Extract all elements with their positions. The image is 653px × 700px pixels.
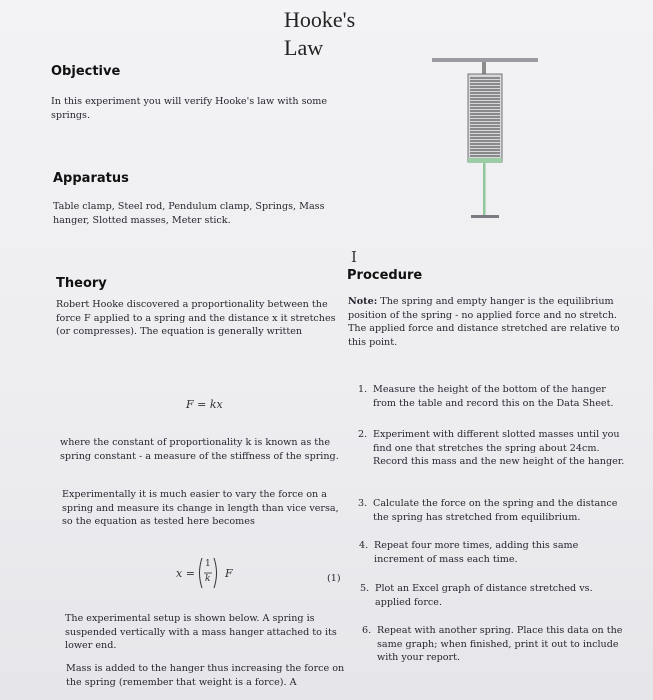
procedure-step	[358, 383, 628, 410]
procedure-note-text: The spring and empty hanger is the equilibrium position of the spring - no applied force and no stretch. The applied force and distance stretched are relative to this point.	[348, 296, 620, 348]
theory-paragraph-4: The experimental setup is shown below. A spring is suspended vertically with a mass hanger attached to its lower end.	[65, 613, 337, 652]
procedure-step-text: Calculate the force on the spring and the distance the spring has stretched from equilibrium.	[373, 498, 618, 523]
procedure-note	[348, 295, 626, 349]
procedure-step-text: Repeat four more times, adding this same increment of mass each time.	[374, 540, 579, 565]
procedure-step-text: Repeat with another spring. Place this data on the same graph; when finished, print it out to include with your report.	[377, 625, 623, 664]
equation-1-denominator: k	[205, 574, 211, 584]
equation-hooke: F = kx	[186, 398, 223, 411]
text-cursor-icon: I	[351, 248, 357, 266]
page-title-line1: Hooke's	[284, 7, 356, 32]
procedure-step-number: 1.	[358, 384, 368, 395]
equation-1-label: (1)	[327, 573, 341, 584]
theory-paragraph-2: where the constant of proportionality k is known as the spring constant - a measure of the stiffness of the spring.	[60, 437, 339, 462]
objective-heading: Objective	[51, 64, 121, 79]
procedure-step-text: Measure the height of the bottom of the hanger from the table and record this on the Data Sheet.	[373, 384, 614, 409]
theory-paragraph-3: Experimentally it is much easier to vary the force on a spring and measure its change in length than vice versa, so the equation as tested here becomes	[62, 489, 339, 528]
procedure-step-number: 4.	[359, 540, 369, 551]
procedure-heading: Procedure	[347, 268, 423, 283]
procedure-step	[359, 539, 629, 566]
spring-apparatus-diagram	[428, 50, 546, 225]
procedure-step-text: Plot an Excel graph of distance stretched vs. applied force.	[375, 583, 593, 608]
procedure-step-number: 5.	[360, 583, 370, 594]
apparatus-text: Table clamp, Steel rod, Pendulum clamp, Springs, Mass hanger, Slotted masses, Meter stick.	[53, 201, 325, 226]
equation-1-lhs: x =	[176, 567, 195, 580]
procedure-step	[358, 497, 628, 524]
equation-1-numerator: 1	[205, 559, 211, 569]
page-title-line2: Law	[284, 35, 324, 60]
procedure-step-number: 6.	[362, 625, 372, 636]
procedure-note-label: Note:	[348, 296, 378, 307]
procedure-step	[362, 624, 632, 665]
theory-heading: Theory	[56, 276, 107, 291]
apparatus-heading: Apparatus	[53, 171, 129, 186]
theory-paragraph-1: Robert Hooke discovered a proportionality between the force F applied to a spring and the distance x it stretches (or compresses). The equation is generally written	[56, 299, 336, 338]
spring-apparatus-figure	[428, 50, 546, 225]
procedure-step-number: 2.	[358, 429, 368, 440]
procedure-step	[358, 428, 628, 469]
procedure-step-number: 3.	[358, 498, 368, 509]
objective-text: In this experiment you will verify Hooke's law with some springs.	[51, 96, 328, 121]
procedure-step	[360, 582, 630, 609]
equation-1-rhs: F	[225, 567, 233, 580]
theory-paragraph-5: Mass is added to the hanger thus increasing the force on the spring (remember that weight is a force). A	[66, 663, 345, 688]
equation-1-fraction	[197, 556, 219, 590]
procedure-step-text: Experiment with different slotted masses until you find one that stretches the spring about 24cm. Record this mass and the new height of the hanger.	[373, 429, 625, 468]
